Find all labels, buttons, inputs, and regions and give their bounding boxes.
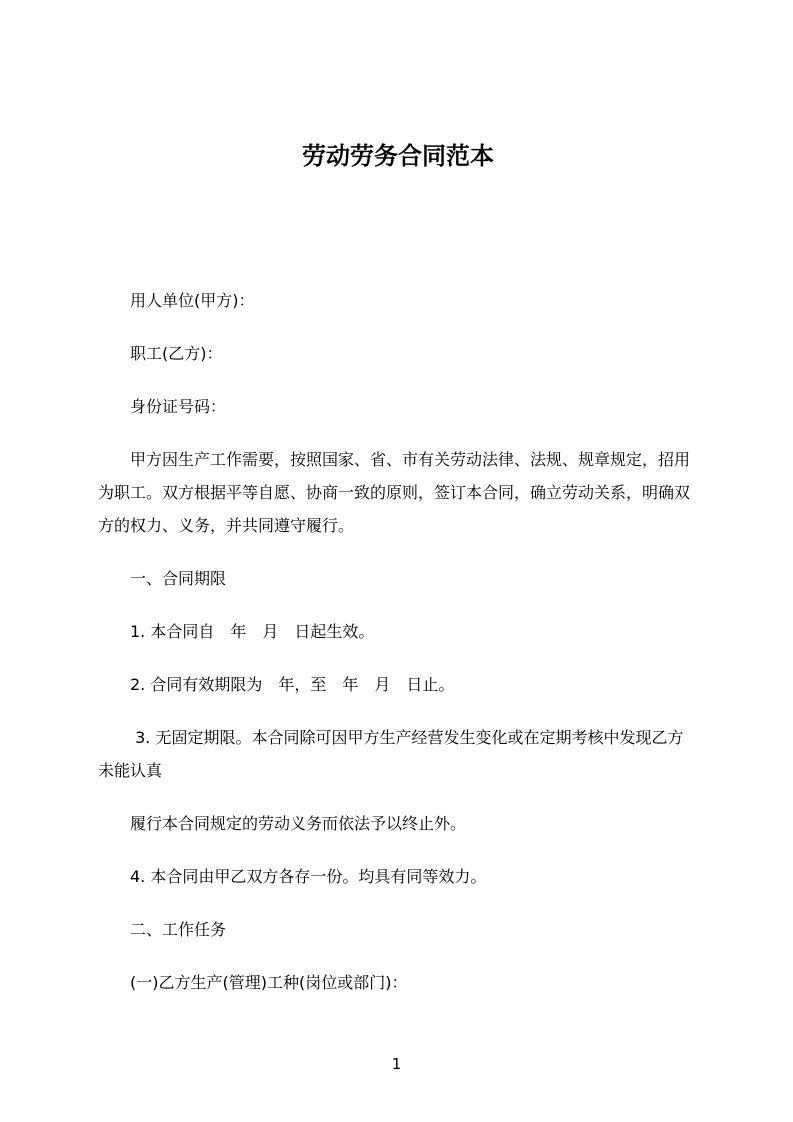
id-number-line: 身份证号码：	[130, 397, 227, 416]
page-number: 1	[391, 1055, 402, 1073]
contract-title: 劳动劳务合同范本	[302, 142, 494, 170]
section-2-heading: 二、工作任务	[130, 920, 227, 939]
clause-1-2: 2. 合同有效期限为 年，至 年 月 日止。	[130, 675, 455, 694]
party-b-line: 职工(乙方)：	[130, 344, 223, 363]
clause-1-4: 4. 本合同由甲乙双方各存一份。均具有同等效力。	[130, 867, 487, 886]
section-1-heading: 一、合同期限	[130, 569, 227, 588]
preamble-paragraph: 甲方因生产工作需要，按照国家、省、市有关劳动法律、法规、规章规定，招用为职工。双方根据平等自愿、协商一致的原则，签订本合同，确立劳动关系，明确双方的权力、义务，并共同遵守履行。	[98, 450, 691, 535]
clause-1-3: 3. 无固定期限。本合同除可因甲方生产经营发生变化或在定期考核中发现乙方未能认真	[98, 728, 684, 780]
clause-1-1: 1. 本合同自 年 月 日起生效。	[130, 622, 375, 641]
clause-2-1: (一)乙方生产(管理)工种(岗位或部门)：	[130, 973, 408, 992]
party-a-line: 用人单位(甲方)：	[130, 291, 255, 310]
clause-1-3-continuation: 履行本合同规定的劳动义务而依法予以终止外。	[130, 814, 467, 833]
